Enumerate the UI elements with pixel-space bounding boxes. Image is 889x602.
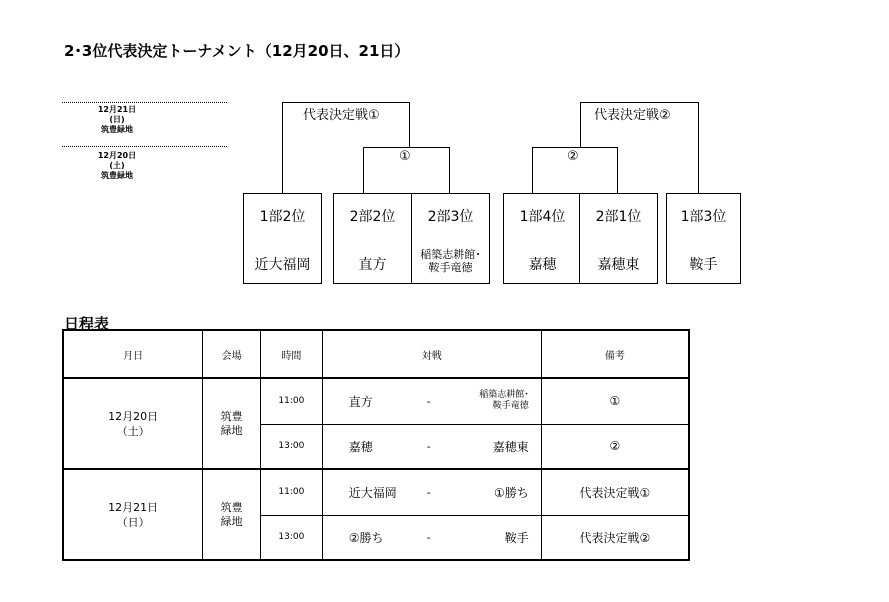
side-note-day20 bbox=[82, 151, 152, 181]
table-row bbox=[63, 469, 689, 515]
team2-line2: 鞍手竜徳 bbox=[492, 401, 529, 412]
team1: 直方 bbox=[348, 394, 373, 409]
bracket-line bbox=[409, 102, 410, 148]
team-rank: 1部3位 bbox=[680, 209, 727, 225]
bracket-line bbox=[532, 147, 533, 193]
team-box bbox=[243, 193, 322, 284]
header-date: 月日 bbox=[63, 330, 203, 378]
team-box bbox=[333, 193, 412, 284]
venue-text: 緑地 bbox=[220, 514, 243, 528]
team-rank: 2部2位 bbox=[349, 209, 396, 225]
schedule-title: 日程表 bbox=[64, 315, 110, 333]
team-name-line1: 稲築志耕館･ bbox=[420, 248, 481, 261]
match-cell bbox=[322, 515, 541, 560]
team2: ①勝ち bbox=[493, 485, 529, 500]
bracket-line bbox=[532, 147, 618, 148]
team-rank: 1部4位 bbox=[519, 209, 566, 225]
note-cell: 代表決定戦① bbox=[541, 469, 689, 515]
header-note: 備考 bbox=[541, 330, 689, 378]
venue-text: 筑豊 bbox=[220, 409, 243, 423]
dow-text: （土） bbox=[116, 424, 150, 438]
final2-label: 代表決定戦② bbox=[591, 104, 674, 123]
venue-text: 筑豊 bbox=[220, 500, 243, 514]
vs-dash: - bbox=[426, 394, 431, 408]
vs-dash: - bbox=[426, 530, 431, 544]
final1-label: 代表決定戦① bbox=[300, 104, 383, 123]
team-rank: 2部1位 bbox=[595, 209, 642, 225]
venue-cell bbox=[203, 378, 261, 469]
match2-label: ② bbox=[564, 149, 582, 164]
bracket-line bbox=[580, 102, 581, 148]
team1: ②勝ち bbox=[348, 530, 384, 545]
match-cell bbox=[322, 469, 541, 515]
note-cell: ① bbox=[541, 378, 689, 424]
team2: 嘉穂東 bbox=[492, 439, 529, 454]
team-box bbox=[503, 193, 582, 284]
time-cell: 11:00 bbox=[261, 469, 323, 515]
vs-dash: - bbox=[426, 439, 431, 453]
side-dow: (土) bbox=[109, 161, 125, 170]
venue-cell bbox=[203, 469, 261, 560]
team2-line1: 稲築志耕館･ bbox=[479, 390, 529, 401]
team-name: 嘉穂 bbox=[528, 257, 557, 273]
venue-text: 緑地 bbox=[220, 423, 243, 437]
team1: 嘉穂 bbox=[348, 439, 373, 454]
match1-label: ① bbox=[396, 149, 414, 164]
header-match: 対戦 bbox=[322, 330, 541, 378]
team2: 鞍手 bbox=[504, 530, 529, 545]
table-header-row bbox=[63, 330, 689, 378]
schedule-table bbox=[62, 329, 690, 561]
note-cell: 代表決定戦② bbox=[541, 515, 689, 560]
side-venue: 筑豊緑地 bbox=[101, 125, 133, 134]
team-box bbox=[666, 193, 741, 284]
divider bbox=[62, 146, 227, 147]
side-date: 12月20日 bbox=[97, 151, 137, 160]
team1: 近大福岡 bbox=[348, 485, 397, 500]
date-text: 12月20日 bbox=[108, 409, 159, 423]
match-cell bbox=[322, 378, 541, 424]
date-text: 12月21日 bbox=[108, 500, 159, 514]
vs-dash: - bbox=[426, 485, 431, 499]
team-name: 近大福岡 bbox=[254, 257, 311, 273]
header-venue: 会場 bbox=[203, 330, 261, 378]
team-name: 直方 bbox=[358, 257, 387, 273]
team2 bbox=[439, 390, 529, 412]
date-cell bbox=[63, 469, 203, 560]
dow-text: （日） bbox=[116, 515, 150, 529]
bracket-line bbox=[282, 102, 283, 193]
side-dow: (日) bbox=[109, 115, 125, 124]
team-name bbox=[412, 248, 489, 274]
bracket-line bbox=[363, 147, 364, 193]
team-name: 鞍手 bbox=[689, 257, 718, 273]
bracket-line bbox=[698, 102, 699, 193]
bracket-line bbox=[363, 147, 450, 148]
side-note-day21 bbox=[82, 105, 152, 135]
note-cell: ② bbox=[541, 424, 689, 469]
bracket-line bbox=[617, 147, 618, 193]
team-rank: 1部2位 bbox=[259, 209, 306, 225]
side-date: 12月21日 bbox=[97, 105, 137, 114]
time-cell: 11:00 bbox=[261, 378, 323, 424]
match-cell bbox=[322, 424, 541, 469]
team-rank: 2部3位 bbox=[427, 209, 474, 225]
date-cell bbox=[63, 378, 203, 469]
bracket-line bbox=[580, 102, 699, 103]
bracket-line bbox=[449, 147, 450, 193]
divider bbox=[62, 102, 227, 103]
header-time: 時間 bbox=[261, 330, 323, 378]
table-row bbox=[63, 378, 689, 424]
team-box bbox=[579, 193, 658, 284]
team-box bbox=[411, 193, 490, 284]
page-title: 2･3位代表決定トーナメント（12月20日、21日） bbox=[64, 42, 410, 60]
team-name-line2: 鞍手竜徳 bbox=[428, 261, 473, 274]
side-venue: 筑豊緑地 bbox=[101, 171, 133, 180]
time-cell: 13:00 bbox=[261, 424, 323, 469]
bracket-line bbox=[282, 102, 410, 103]
time-cell: 13:00 bbox=[261, 515, 323, 560]
team-name: 嘉穂東 bbox=[597, 257, 640, 273]
